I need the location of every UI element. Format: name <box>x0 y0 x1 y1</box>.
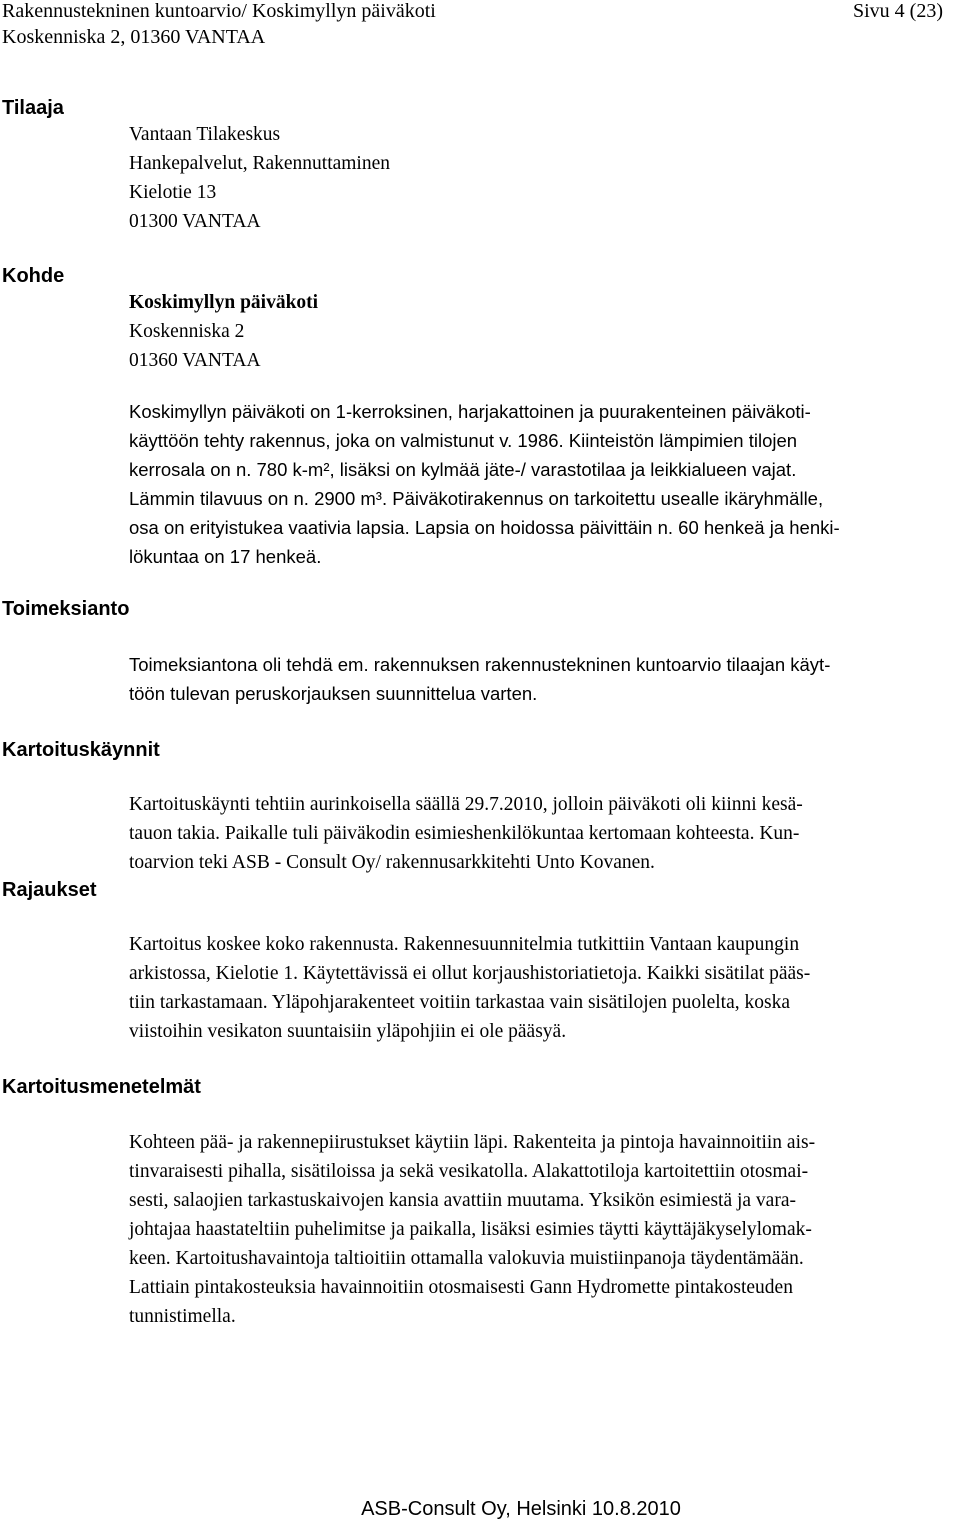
survey-methods-text <box>129 1128 815 1331</box>
paragraph-line: töön tulevan peruskorjauksen suunnittelua varten. <box>129 683 538 704</box>
client-line: Hankepalvelut, Rakennuttaminen <box>129 153 391 174</box>
label-tilaaja: Tilaaja <box>2 97 64 119</box>
paragraph-line: tiin tarkastamaan. Yläpohjarakenteet voitiin tarkastaa vain sisätilojen puolelta, koska <box>129 992 790 1013</box>
page-footer <box>0 1496 960 1522</box>
paragraph-line: kerrosala on n. 780 k-m², lisäksi on kylmää jäte-/ varastotilaa ja leikkialueen vajat. <box>129 459 797 480</box>
paragraph-line: Toimeksiantona oli tehdä em. rakennuksen rakennustekninen kuntoarvio tilaajan käyt- <box>129 654 831 675</box>
footer-text: ASB-Consult Oy, Helsinki 10.8.2010 <box>361 1498 681 1520</box>
survey-visits-text <box>129 790 803 877</box>
paragraph-line: osa on erityistukea vaativia lapsia. Lapsia on hoidossa päivittäin n. 60 henkeä ja henki- <box>129 517 840 538</box>
document-title: Rakennustekninen kuntoarvio/ Koskimyllyn päiväkoti <box>2 0 436 22</box>
paragraph-line: tinvaraisesti pihalla, sisätiloissa ja sekä vesikatolla. Alakattotiloja kartoitettiin otosmai- <box>129 1161 809 1182</box>
client-line: Vantaan Tilakeskus <box>129 124 281 145</box>
page-number: Sivu 4 (23) <box>853 0 943 22</box>
label-kohde: Kohde <box>2 265 65 287</box>
client-line: Kielotie 13 <box>129 182 217 203</box>
label-kartoitusmenetelmat: Kartoitusmenetelmät <box>2 1076 201 1098</box>
target-street: Koskenniska 2 <box>129 321 245 342</box>
document-address: Koskenniska 2, 01360 VANTAA <box>2 26 266 48</box>
target-name: Koskimyllyn päiväkoti <box>129 292 319 313</box>
target-address-block <box>129 288 318 375</box>
paragraph-line: tauon takia. Paikalle tuli päiväkodin esimieshenkilökuntaa kertomaan kohteesta. Kun- <box>129 823 800 844</box>
paragraph-line: toarvion teki ASB - Consult Oy/ rakennusarkkitehti Unto Kovanen. <box>129 852 655 873</box>
paragraph-line: Kartoitus koskee koko rakennusta. Rakennesuunnitelmia tutkittiin Vantaan kaupungin <box>129 934 800 955</box>
paragraph-line: käyttöön tehty rakennus, joka on valmistunut v. 1986. Kiinteistön lämpimien tilojen <box>129 430 798 451</box>
label-toimeksianto: Toimeksianto <box>2 598 130 620</box>
paragraph-line: Lämmin tilavuus on n. 2900 m³. Päiväkotirakennus on tarkoitettu usealle ikäryhmälle, <box>129 488 824 509</box>
paragraph-line: Kartoituskäynti tehtiin aurinkoisella säällä 29.7.2010, jolloin päiväkoti oli kiinni kesä- <box>129 794 803 815</box>
target-city: 01360 VANTAA <box>129 350 261 371</box>
paragraph-line: arkistossa, Kielotie 1. Käytettävissä ei ollut korjaushistoriatietoja. Kaikki sisätilat pääs- <box>129 963 811 984</box>
paragraph-line: Kohteen pää- ja rakennepiirustukset käytiin läpi. Rakenteita ja pintoja havainnoitiin ais- <box>129 1132 816 1153</box>
label-kartoituskaynnit: Kartoituskäynnit <box>2 739 160 761</box>
paragraph-line: viistoihin vesikaton suuntaisiin yläpohjiin ei ole pääsyä. <box>129 1021 567 1042</box>
client-line: 01300 VANTAA <box>129 211 261 232</box>
building-description <box>129 397 840 571</box>
paragraph-line: keen. Kartoitushavaintoja taltioitiin ottamalla valokuvia muistiinpanoja täydentämään. <box>129 1248 804 1269</box>
paragraph-line: Lattiain pintakosteuksia havainnoitiin otosmaisesti Gann Hydromette pintakosteuden <box>129 1277 793 1298</box>
label-rajaukset: Rajaukset <box>2 879 97 901</box>
paragraph-line: sesti, salaojien tarkastuskaivojen kansia avattiin muutama. Yksikön esimiestä ja vara- <box>129 1190 796 1211</box>
paragraph-line: lökuntaa on 17 henkeä. <box>129 546 322 567</box>
client-address-block <box>129 120 390 236</box>
paragraph-line: tunnistimella. <box>129 1306 236 1327</box>
paragraph-line: Koskimyllyn päiväkoti on 1-kerroksinen, harjakattoinen ja puurakenteinen päiväkoti- <box>129 401 811 422</box>
assignment-text <box>129 650 830 708</box>
limitations-text <box>129 930 810 1046</box>
paragraph-line: johtajaa haastateltiin puhelimitse ja paikalla, lisäksi esimies täytti käyttäjäkyselylomak- <box>129 1219 812 1240</box>
